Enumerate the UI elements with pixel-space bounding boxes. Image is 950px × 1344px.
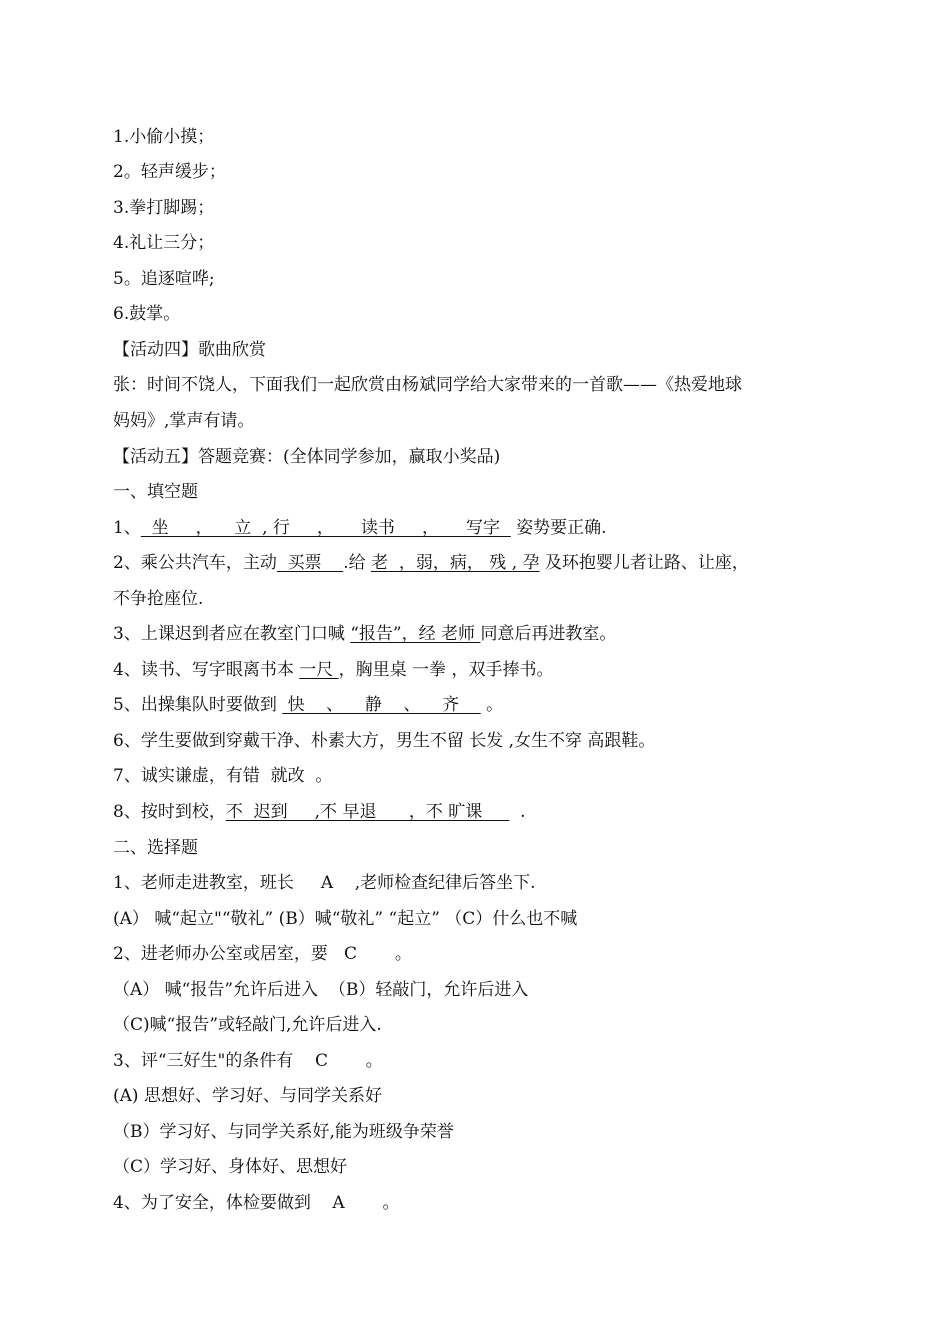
question-text: 8、按时到校， (113, 802, 226, 822)
question-text: . (509, 802, 526, 822)
answer-blank: 一尺 (299, 660, 339, 680)
question-line: 7、诚实谦虚，有错 就改 。 (113, 766, 333, 786)
question-line: 3、评“三好生"的条件有 C 。 (113, 1051, 383, 1071)
answer-blank: “报告”，经 老师 (350, 624, 481, 644)
text-line: 6.鼓掌。 (113, 304, 181, 324)
question-line (113, 623, 616, 645)
answer-blank: 买票 (276, 553, 344, 573)
question-line: 2、进老师办公室或居室，要 C 。 (113, 944, 412, 964)
question-line (113, 552, 749, 574)
question-text: 3、上课迟到者应在教室门口喊 (113, 624, 351, 644)
option-line: （C)喊“报告”或轻敲门,允许后进入. (113, 1015, 382, 1035)
subsection-heading: 一、填空题 (113, 482, 198, 502)
question-line (113, 801, 526, 823)
question-text: ，胸里桌 一拳 ，双手捧书。 (338, 660, 554, 680)
question-line: 4、为了安全，体检要做到 A 。 (113, 1193, 400, 1213)
option-line: (A） 喊“起立"“敬礼” (B）喊“敬礼” “起立” （C）什么也不喊 (113, 909, 578, 929)
question-line (113, 517, 607, 539)
paragraph-line: 妈妈》,掌声有请。 (113, 411, 255, 431)
question-line: 不争抢座位. (113, 589, 204, 609)
answer-blank: 坐 ， 立 , 行 ， 读书 ， 写字 (140, 518, 511, 538)
option-line: (A) 思想好、学习好、与同学关系好 (113, 1086, 382, 1106)
text-line: 5。追逐喧哗; (113, 269, 215, 289)
text-line: 2。轻声缓步； (113, 162, 226, 182)
question-text: 及环抱婴儿者让路、让座， (539, 553, 749, 573)
answer-blank: 老 ，弱，病， 残 , 孕 (371, 553, 540, 573)
question-text: 2、乘公共汽车，主动 (113, 553, 277, 573)
question-text: 同意后再进教室。 (480, 624, 617, 644)
question-text: 。 (480, 695, 504, 715)
question-text: 姿势要正确. (510, 518, 607, 538)
question-line: 1、老师走进教室，班长 A ,老师检查纪律后答坐下. (113, 873, 536, 893)
text-line: 4.礼让三分； (113, 233, 215, 253)
question-line (113, 694, 503, 716)
option-line: （B）学习好、与同学关系好,能为班级争荣誉 (113, 1122, 454, 1142)
answer-blank: 快 、 静 、 齐 (282, 695, 481, 715)
question-text: 4、读书、写字眼离书本 (113, 660, 300, 680)
question-text: .给 (343, 553, 372, 573)
option-line: （A） 喊“报告”允许后进入 （B）轻敲门，允许后进入 (113, 980, 529, 1000)
question-text: 1、 (113, 518, 141, 538)
text-line: 3.拳打脚踢； (113, 198, 215, 218)
section-heading: 【活动五】答题竞赛：(全体同学参加，赢取小奖品) (113, 447, 501, 467)
paragraph-line: 张：时间不饶人，下面我们一起欣赏由杨斌同学给大家带来的一首歌——《热爱地球 (113, 375, 742, 395)
section-heading: 【活动四】歌曲欣赏 (113, 340, 266, 360)
question-line: 6、学生要做到穿戴干净、朴素大方，男生不留 长发 ,女生不穿 高跟鞋。 (113, 731, 656, 751)
text-line: 1.小偷小摸； (113, 127, 215, 147)
subsection-heading: 二、选择题 (113, 838, 198, 858)
question-line (113, 659, 553, 681)
answer-blank: 不 迟到 ,不 早退 ，不 旷课 (225, 802, 510, 822)
question-text: 5、出操集队时要做到 (113, 695, 283, 715)
option-line: （C）学习好、身体好、思想好 (113, 1157, 348, 1177)
